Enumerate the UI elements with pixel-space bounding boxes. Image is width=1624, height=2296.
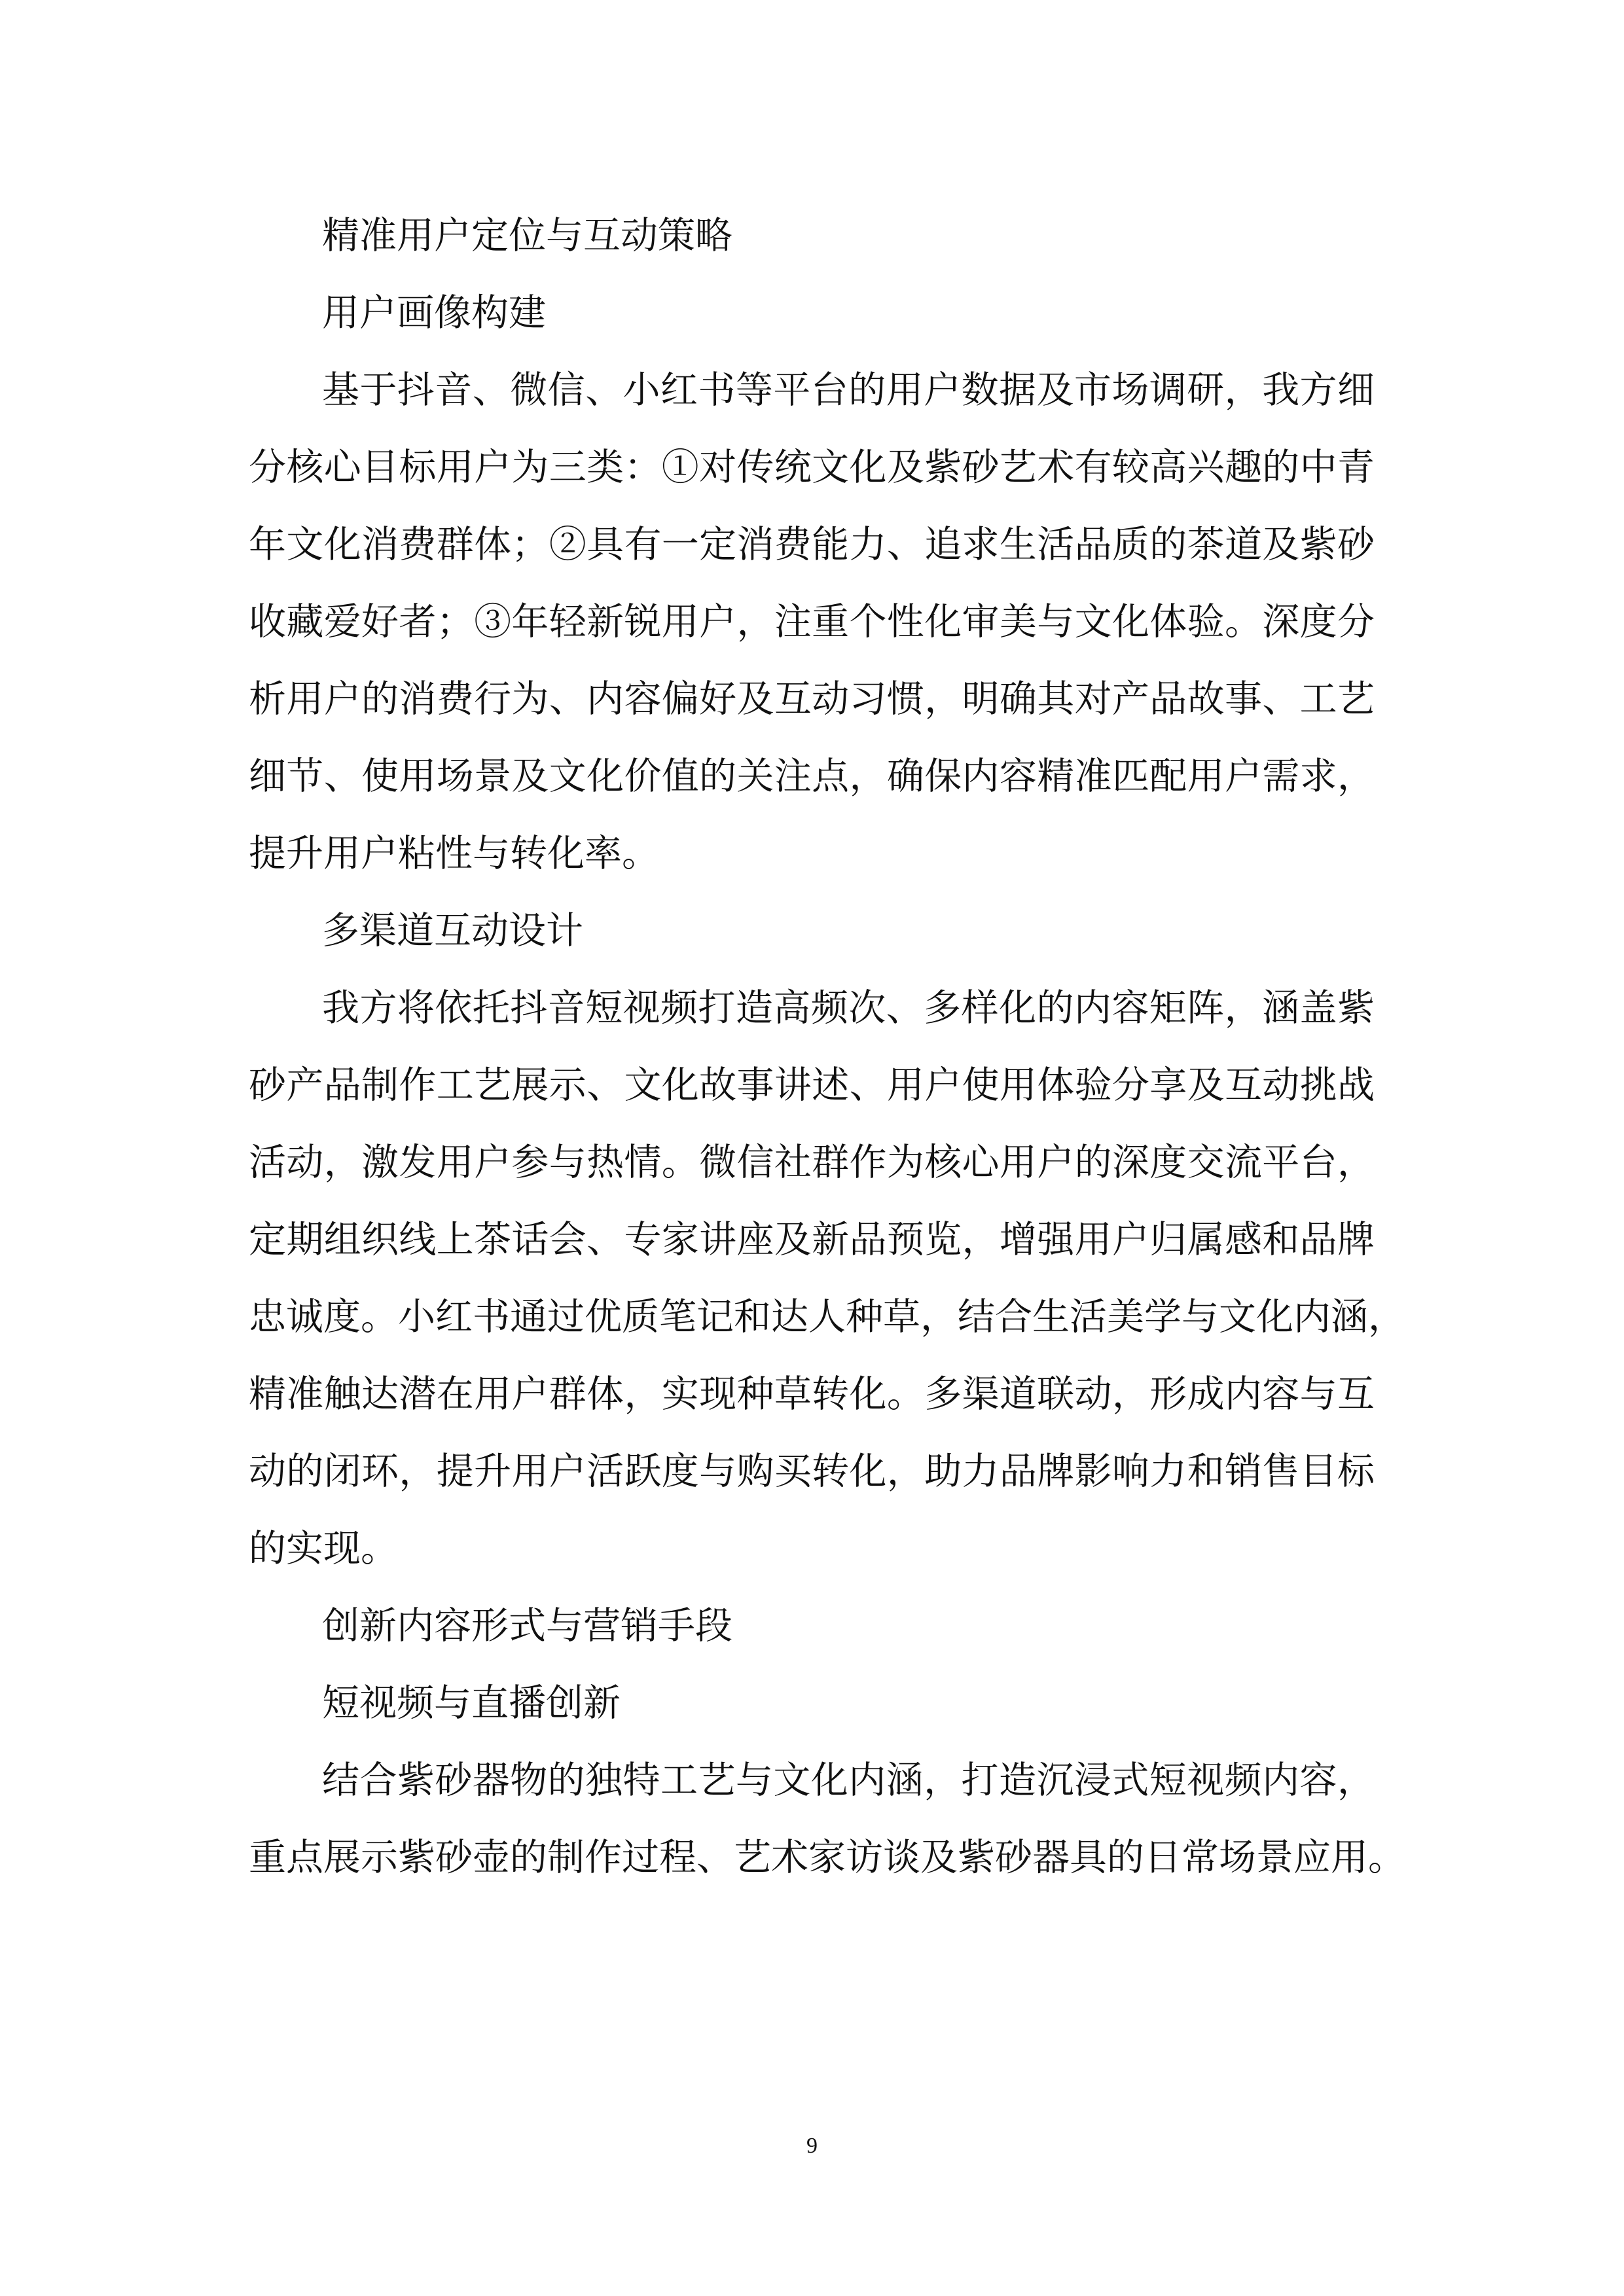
- paragraph-line: 析用户的消费行为、内容偏好及互动习惯，明确其对产品故事、工艺: [249, 677, 1375, 721]
- paragraph-line: 定期组织线上茶话会、专家讲座及新品预览，增强用户归属感和品牌: [249, 1218, 1375, 1261]
- paragraph: [249, 1742, 1405, 1896]
- paragraph-line: 重点展示紫砂壶的制作过程、艺术家访谈及紫砂器具的日常场景应用。: [249, 1836, 1405, 1879]
- paragraph: [249, 969, 1405, 1587]
- paragraph-line: 收藏爱好者；③年轻新锐用户，注重个性化审美与文化体验。深度分: [249, 600, 1375, 643]
- paragraph-line: 提升用户粘性与转化率。: [249, 832, 659, 875]
- paragraph-line: 忠诚度。小红书通过优质笔记和达人种草，结合生活美学与文化内涵，: [249, 1295, 1405, 1338]
- section-heading: 精准用户定位与互动策略: [322, 214, 732, 257]
- page-number: 9: [806, 2134, 818, 2158]
- paragraph-line: 细节、使用场景及文化价值的关注点，确保内容精准匹配用户需求，: [249, 755, 1375, 798]
- paragraph-line: 基于抖音、微信、小红书等平台的用户数据及市场调研，我方细: [322, 368, 1375, 412]
- subsection-heading: 短视频与直播创新: [322, 1681, 621, 1725]
- paragraph-line: 的实现。: [249, 1527, 398, 1570]
- document-body: [249, 197, 1405, 1896]
- paragraph-line: 活动，激发用户参与热情。微信社群作为核心用户的深度交流平台，: [249, 1141, 1375, 1184]
- paragraph: [249, 351, 1375, 892]
- paragraph-line: 精准触达潜在用户群体，实现种草转化。多渠道联动，形成内容与互: [249, 1372, 1375, 1416]
- paragraph-line: 我方将依托抖音短视频打造高频次、多样化的内容矩阵，涵盖紫: [322, 986, 1375, 1030]
- subsection-heading: 多渠道互动设计: [322, 909, 583, 952]
- paragraph-line: 年文化消费群体；②具有一定消费能力、追求生活品质的茶道及紫砂: [249, 523, 1375, 566]
- paragraph-line: 动的闭环，提升用户活跃度与购买转化，助力品牌影响力和销售目标: [249, 1450, 1375, 1493]
- paragraph-line: 砂产品制作工艺展示、文化故事讲述、用户使用体验分享及互动挑战: [249, 1064, 1375, 1107]
- paragraph-line: 分核心目标用户为三类：①对传统文化及紫砂艺术有较高兴趣的中青: [249, 446, 1375, 489]
- section-heading: 创新内容形式与营销手段: [322, 1604, 732, 1647]
- paragraph-line: 结合紫砂器物的独特工艺与文化内涵，打造沉浸式短视频内容，: [322, 1759, 1375, 1802]
- subsection-heading: 用户画像构建: [322, 291, 546, 334]
